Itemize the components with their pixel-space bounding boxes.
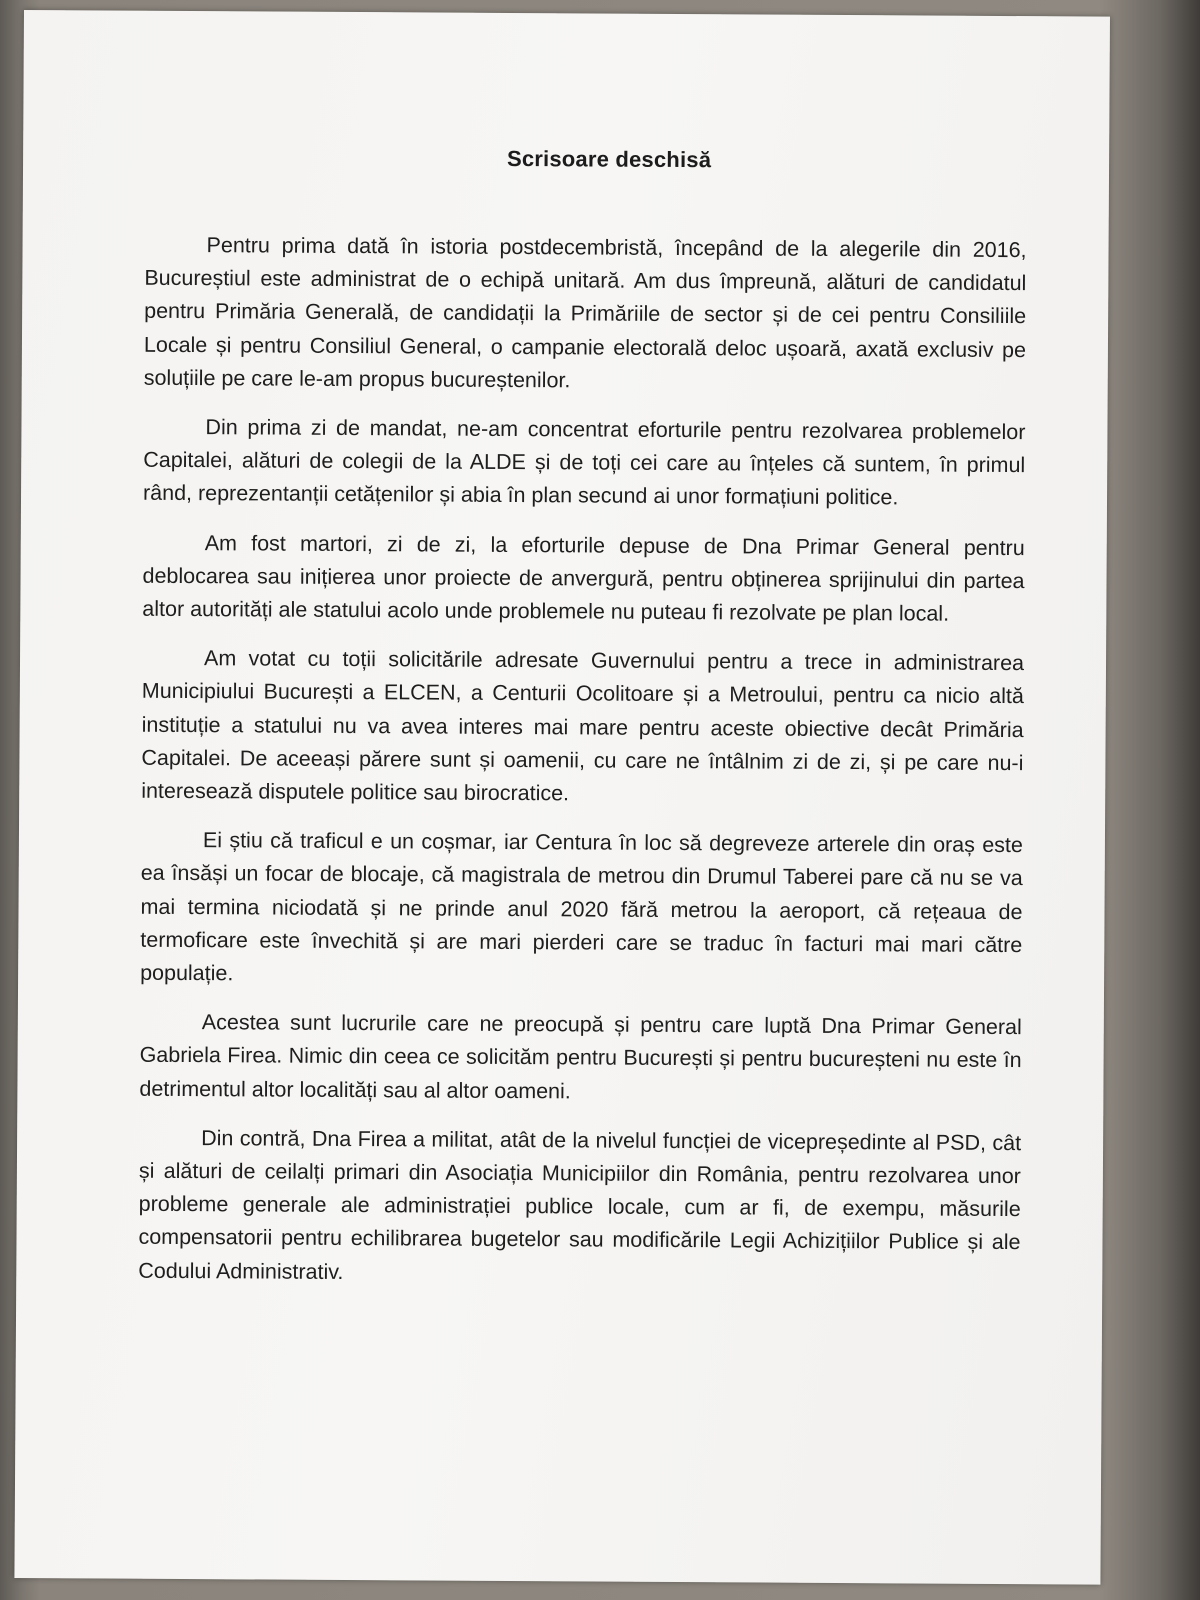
paragraph-7: Din contră, Dna Firea a militat, atât de la nivelul funcției de vicepreședinte al PSD, cât și alături de ceilalți primari din Asociația Municipiilor din România, pentru rezolvarea unor probleme generale ale administrației publice locale, cum ar fi, de exempu, măsurile compensatorii pentru echilibrarea bugetelor sau modificările Legii Achizițiilor Publice și ale Codului Administrativ. bbox=[138, 1125, 1022, 1284]
paragraph-2: Din prima zi de mandat, ne-am concentrat eforturile pentru rezolvarea problemelor Capitalei, alături de colegii de la ALDE și de toți cei care au înțeles că suntem, în primul rând, reprezentanții cetățenilor și abia în plan secund ai unor formațiuni politice. bbox=[142, 415, 1026, 510]
letter-title: Scrisoare deschisă bbox=[506, 145, 712, 173]
paragraph-6: Acestea sunt lucrurile care ne preocupă și pentru care luptă Dna Primar General Gabriela Firea. Nimic din ceea ce solicităm pentru București și pentru bucureșteni nu este în detrimentul altor localități sau al altor oameni. bbox=[139, 1010, 1022, 1104]
paragraph-5: Ei știu că traficul e un coșmar, iar Centura în loc să degreveze arterele din oraș este ea însăși un focar de blocaje, că magistrala de metrou din Drumul Taberei pare că nu se va mai termina niciodată și ne prinde anul 2020 fără metrou la aeroport, că rețeaua de termoficare este învechită și are mari pierderi care se traduc în facturi mai mari către populație. bbox=[140, 828, 1023, 986]
letter-page bbox=[14, 10, 1110, 1585]
paragraph-4: Am votat cu toții solicitările adresate Guvernului pentru a trece in administrarea Municipiului București a ELCEN, a Centurii Ocolitoare și a Metroului, pentru ca nicio altă instituție a statului nu va avea interes mai mare pentru aceste obiective decât Primăria Capitalei. De aceeași părere sunt și oamenii, cu care ne întâlnim zi de zi, și pe care nu-i interesează disputele politice sau birocratice. bbox=[141, 646, 1025, 806]
paragraph-3: Am fost martori, zi de zi, la eforturile depuse de Dna Primar General pentru deblocarea sau inițierea unor proiecte de anvergură, pentru obținerea sprijinului din partea altor autorități ale statului acolo unde problemele nu puteau fi rezolvate pe plan local. bbox=[142, 530, 1025, 626]
letter-body bbox=[138, 229, 1027, 1309]
paragraph-1: Pentru prima dată în istoria postdecembristă, începând de la alegerile din 2016, Bucureștiul este administrat de o echipă unitară. Am dus împreună, alături de candidatul pentru Primăria Generală, de candidații la Primăriile de sector și de cei pentru Consiliile Locale și pentru Consiliul General, o campanie electorală deloc ușoară, axată exclusiv pe soluțiile pe care le-am propus bucureștenilor. bbox=[143, 233, 1027, 393]
